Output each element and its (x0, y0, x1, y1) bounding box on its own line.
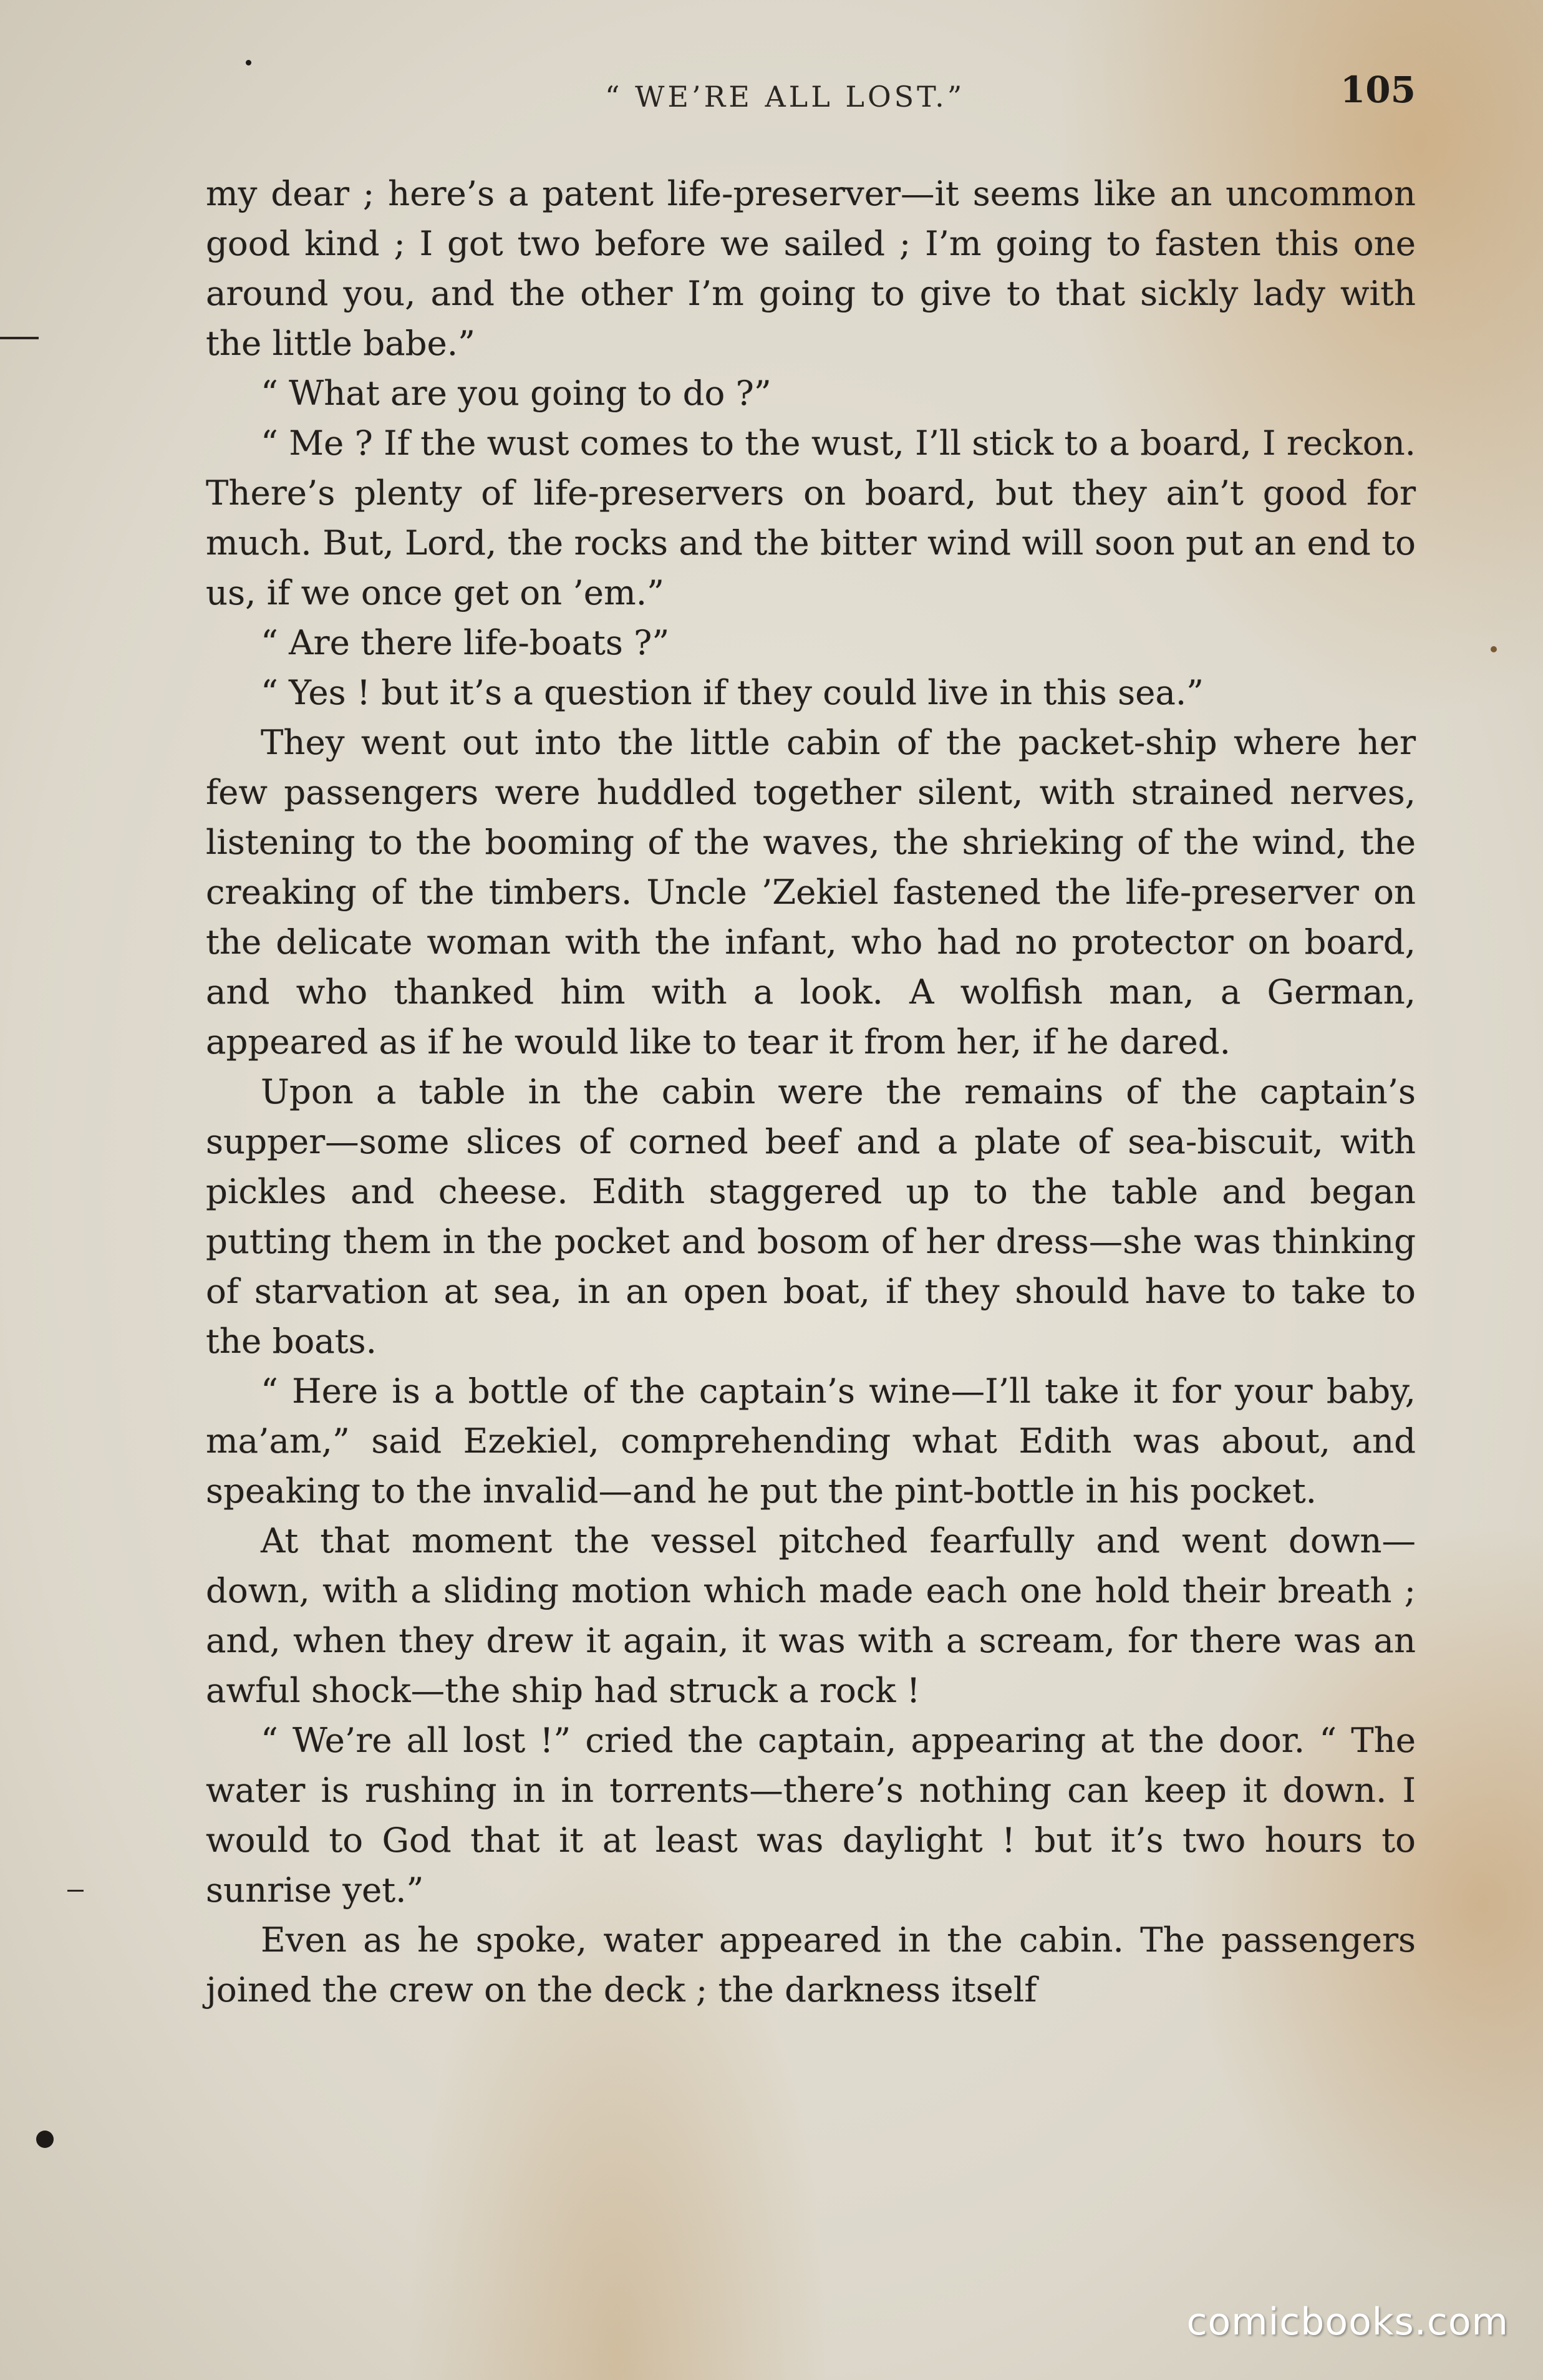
watermark-logo: comicbooks.com (1186, 2300, 1509, 2344)
paragraph: “ Me ? If the wust comes to the wust, I’ll stick to a board, I reckon. There’s plenty of life-preservers on board, but they ain’t good for much. But, Lord, the rocks and the bitter wind will soon put an end to us, if we once get on ’em.” (206, 423, 1416, 612)
page-header (206, 69, 1416, 125)
paragraph: “ Are there life-boats ?” (261, 622, 670, 662)
paragraph: “ We’re all lost !” cried the captain, appearing at the door. “ The water is rushing in in torrents—there’s nothing can keep it down. I would to God that it at least was daylight ! but it’s two hours to sunrise yet.” (206, 1720, 1416, 1910)
ink-speck (246, 60, 251, 65)
paragraph: They went out into the little cabin of the packet-ship where her few passengers were huddled together silent, with strained nerves, listening to the booming of the waves, the shrieking of the wind, the creaking of the timbers. Uncle ’Zekiel fastened the life-preserver on the delicate woman with the infant, who had no protector on board, and who thanked him with a look. A wolfish man, a German, appeared as if he would like to tear it from her, if he dared. (206, 722, 1416, 1062)
ink-speck (1491, 646, 1497, 652)
margin-dash (0, 337, 39, 339)
running-head: “ WE’RE ALL LOST.” (605, 80, 965, 114)
paragraph: “ Here is a bottle of the captain’s wine—I’ll take it for your baby, ma’am,” said Ezekiel, comprehending what Edith was about, and speaking to the invalid—and he put the pint-bottle in his pocket. (206, 1371, 1416, 1511)
page-number: 105 (1340, 69, 1416, 111)
margin-dash (67, 1890, 84, 1892)
paragraph: Even as he spoke, water appeared in the cabin. The passengers joined the crew on the deck ; the darkness itself (206, 1920, 1416, 2010)
paragraph: Upon a table in the cabin were the remains of the captain’s supper—some slices of corned beef and a plate of sea-biscuit, with pickles and cheese. Edith staggered up to the table and began putting them in the pocket and bosom of her dress—she was thinking of starvation at sea, in an open boat, if they should have to take to the boats. (206, 1071, 1416, 1361)
ink-dot (36, 2131, 54, 2148)
paragraph: my dear ; here’s a patent life-preserver—it seems like an uncommon good kind ; I got two before we sailed ; I’m going to fasten this one around you, and the other I’m going to give to that sickly lady with the little babe.” (206, 173, 1416, 363)
paragraph: “ Yes ! but it’s a question if they could live in this sea.” (261, 672, 1204, 712)
paragraph: “ What are you going to do ?” (261, 373, 772, 413)
body-text (206, 168, 1416, 2015)
paragraph: At that moment the vessel pitched fearfully and went down—down, with a sliding motion which made each one hold their breath ; and, when they drew it again, it was with a scream, for there was an awful shock—the ship had struck a rock ! (206, 1521, 1416, 1710)
